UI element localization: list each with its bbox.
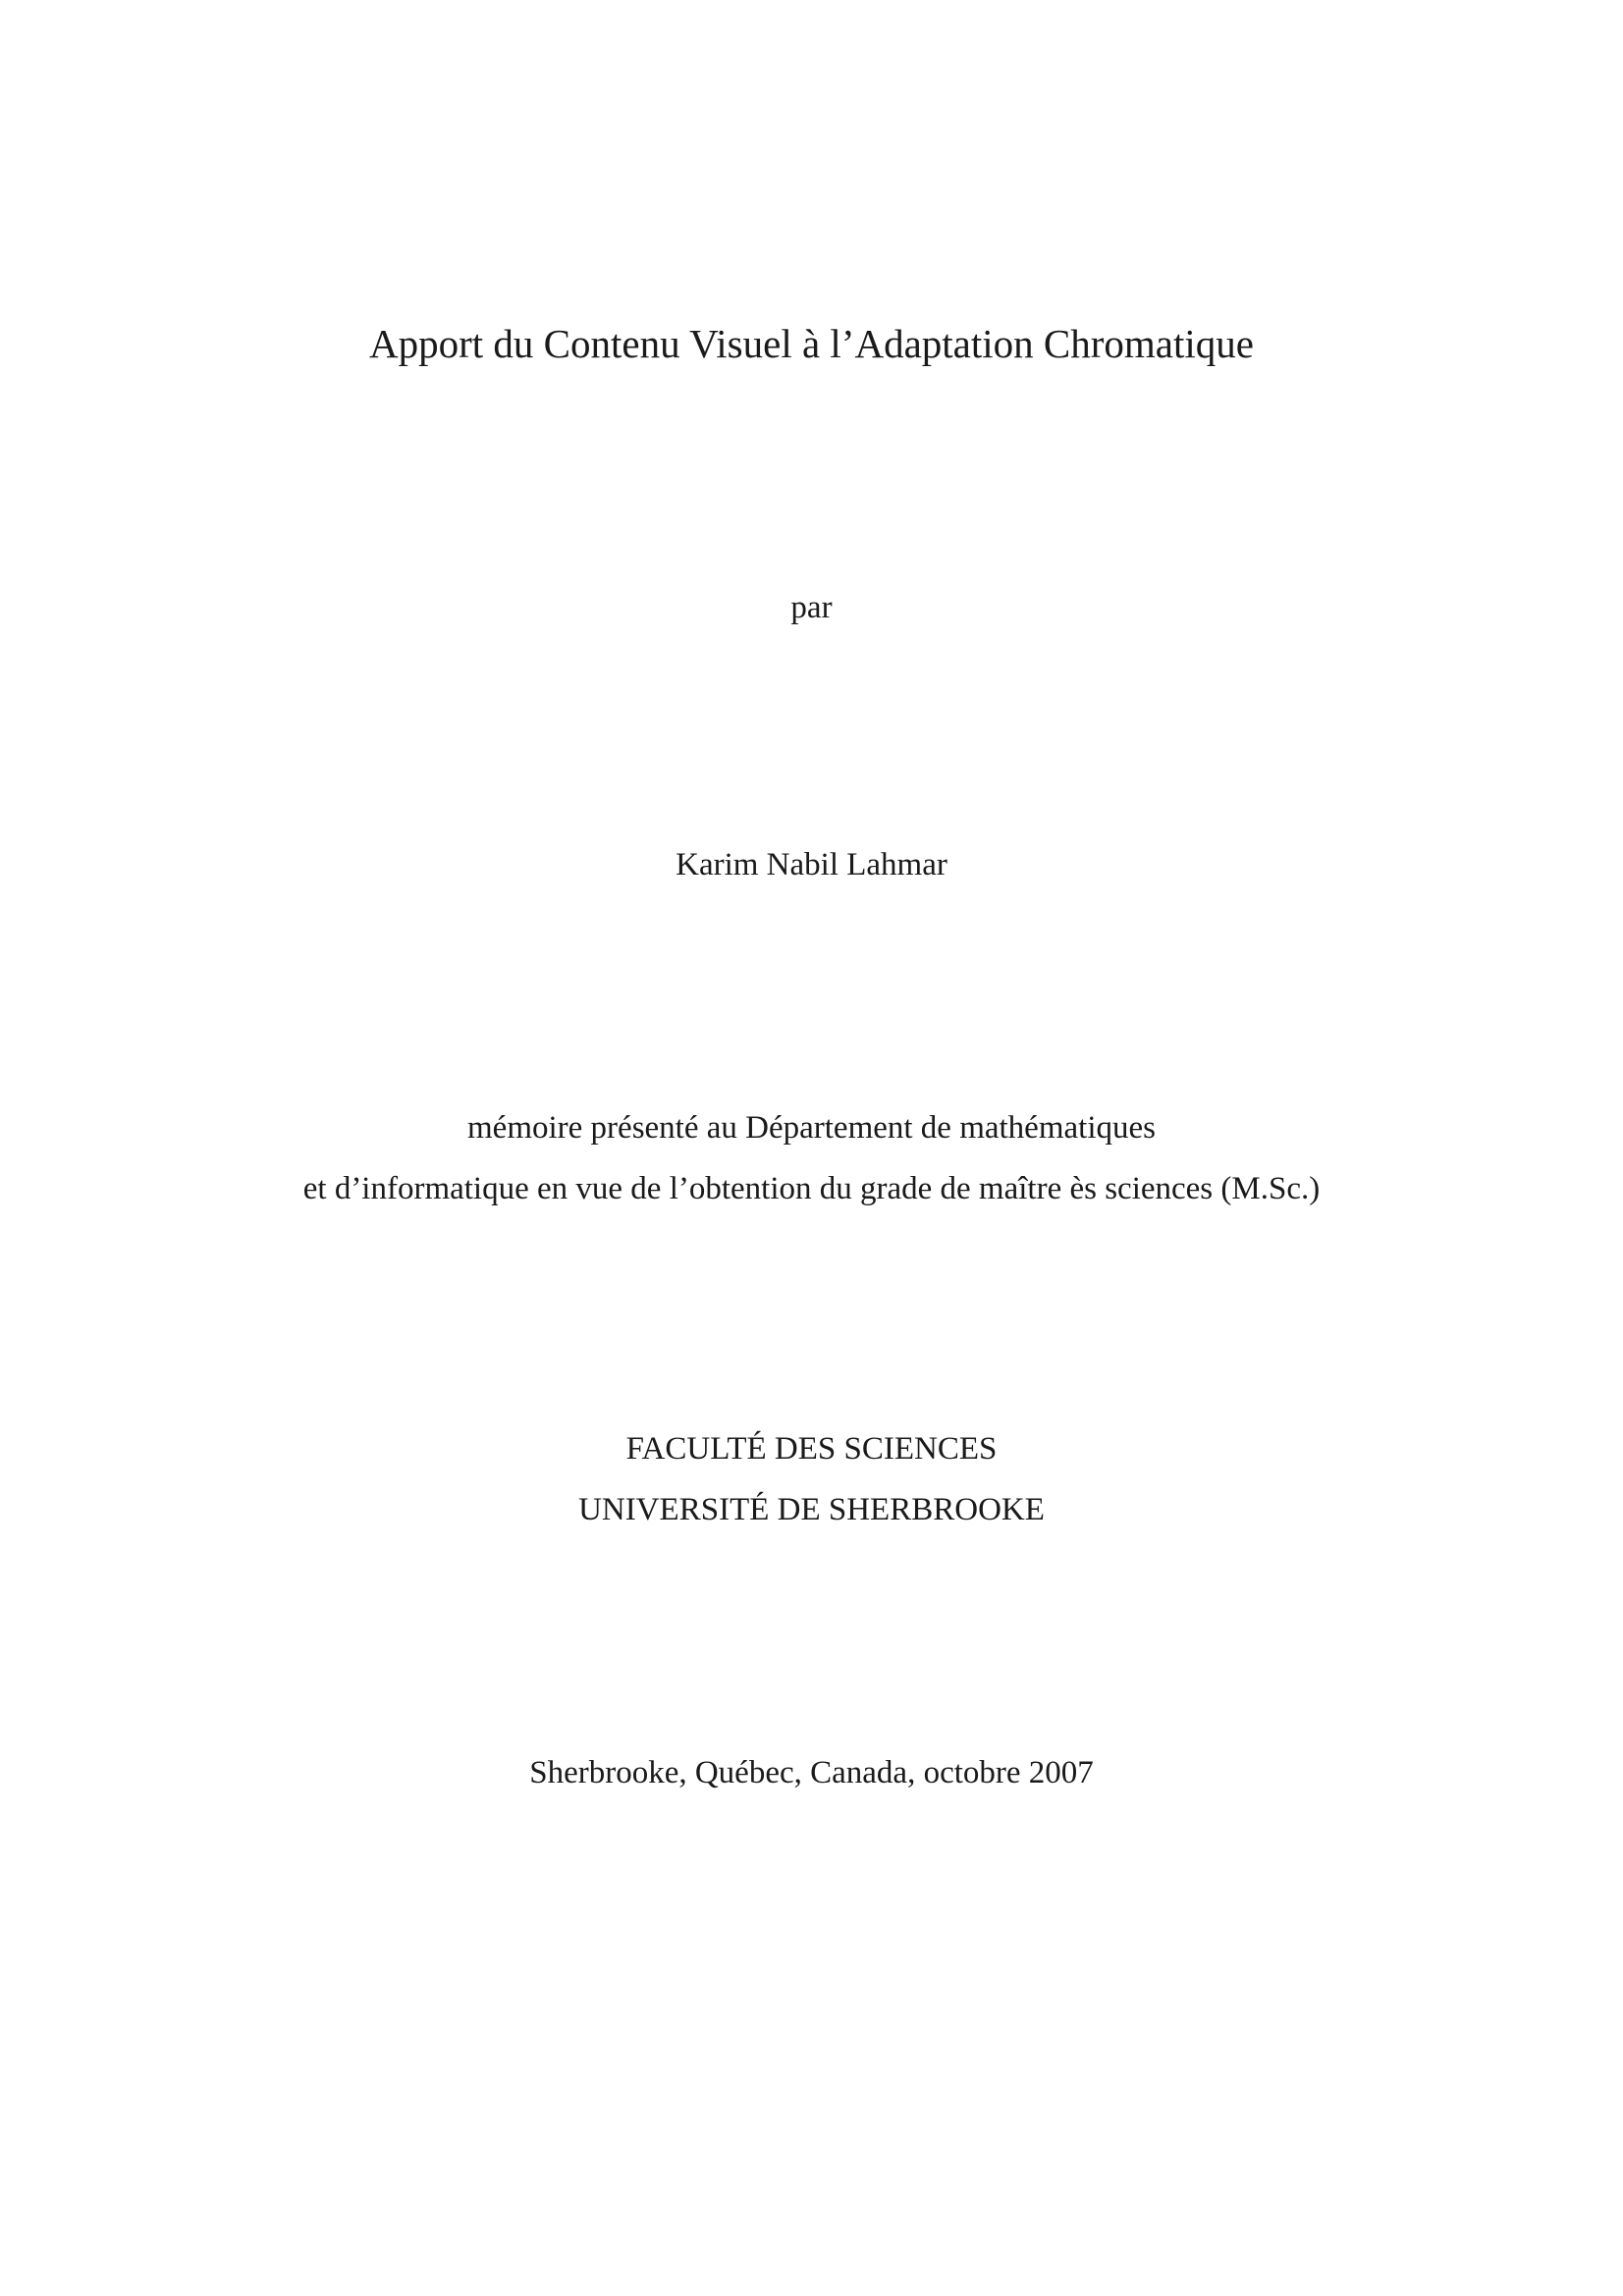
author-name: Karim Nabil Lahmar — [676, 847, 947, 882]
degree-description-line-1: mémoire présenté au Département de mathématiques — [467, 1110, 1156, 1146]
faculty-name: FACULTÉ DES SCIENCES — [625, 1431, 998, 1467]
thesis-title: Apport du Contenu Visuel à l’Adaptation Chromatique — [369, 321, 1254, 366]
place-and-date: Sherbrooke, Québec, Canada, octobre 2007 — [529, 1755, 1094, 1790]
by-label: par — [790, 590, 833, 625]
university-name: UNIVERSITÉ DE SHERBROOKE — [578, 1492, 1045, 1527]
degree-description-line-2: et d’informatique en vue de l’obtention du grade de maître ès sciences (M.Sc.) — [302, 1171, 1321, 1206]
